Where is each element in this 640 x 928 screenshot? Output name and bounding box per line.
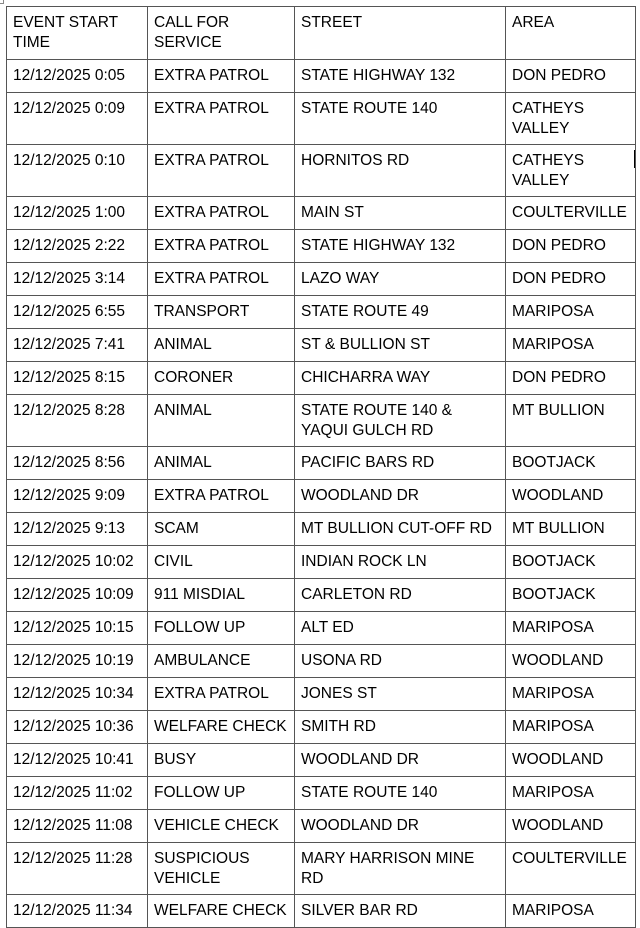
cell-street: ALT ED [295, 612, 506, 645]
cell-event-start-time: 12/12/2025 6:55 [7, 296, 148, 329]
cell-event-start-time: 12/12/2025 0:10 [7, 145, 148, 197]
table-row [7, 810, 636, 843]
table-row [7, 296, 636, 329]
cell-street: STATE ROUTE 140 [295, 93, 506, 145]
cell-street: STATE HIGHWAY 132 [295, 230, 506, 263]
table-header [7, 7, 636, 60]
cell-event-start-time: 12/12/2025 8:56 [7, 447, 148, 480]
cell-call-for-service: VEHICLE CHECK [148, 810, 295, 843]
table-row [7, 843, 636, 895]
table-row [7, 480, 636, 513]
cell-street: HORNITOS RD [295, 145, 506, 197]
header-area: AREA [506, 7, 636, 60]
table-row [7, 711, 636, 744]
table-row [7, 579, 636, 612]
table-row [7, 447, 636, 480]
text-cursor-mark [634, 150, 635, 168]
cell-area: MARIPOSA [506, 329, 636, 362]
table-row [7, 329, 636, 362]
table-row [7, 645, 636, 678]
header-call-for-service: CALL FOR SERVICE [148, 7, 295, 60]
cell-street: JONES ST [295, 678, 506, 711]
cell-event-start-time: 12/12/2025 10:34 [7, 678, 148, 711]
cell-street: STATE ROUTE 49 [295, 296, 506, 329]
cell-event-start-time: 12/12/2025 10:15 [7, 612, 148, 645]
cell-street: USONA RD [295, 645, 506, 678]
cell-street: SILVER BAR RD [295, 895, 506, 928]
cell-area: BOOTJACK [506, 447, 636, 480]
cell-street: WOODLAND DR [295, 810, 506, 843]
cell-call-for-service: WELFARE CHECK [148, 895, 295, 928]
cell-area: WOODLAND [506, 744, 636, 777]
cell-street: STATE ROUTE 140 [295, 777, 506, 810]
cell-area: WOODLAND [506, 645, 636, 678]
cell-call-for-service: CORONER [148, 362, 295, 395]
cell-area: MARIPOSA [506, 895, 636, 928]
cell-street: MAIN ST [295, 197, 506, 230]
table-row [7, 362, 636, 395]
table-body [7, 60, 636, 928]
cell-area: DON PEDRO [506, 362, 636, 395]
table-row [7, 145, 636, 197]
cell-event-start-time: 12/12/2025 9:09 [7, 480, 148, 513]
calls-table [6, 6, 636, 928]
cell-street: SMITH RD [295, 711, 506, 744]
cell-call-for-service: FOLLOW UP [148, 777, 295, 810]
table-row [7, 744, 636, 777]
cell-event-start-time: 12/12/2025 3:14 [7, 263, 148, 296]
cell-street: STATE ROUTE 140 & YAQUI GULCH RD [295, 395, 506, 447]
cell-street: PACIFIC BARS RD [295, 447, 506, 480]
cell-call-for-service: WELFARE CHECK [148, 711, 295, 744]
cell-call-for-service: AMBULANCE [148, 645, 295, 678]
header-event-start-time: EVENT START TIME [7, 7, 148, 60]
cell-event-start-time: 12/12/2025 11:08 [7, 810, 148, 843]
cell-area: DON PEDRO [506, 263, 636, 296]
table-row [7, 263, 636, 296]
cell-street: MT BULLION CUT-OFF RD [295, 513, 506, 546]
cell-area: COULTERVILLE [506, 843, 636, 895]
cell-street: LAZO WAY [295, 263, 506, 296]
cell-call-for-service: EXTRA PATROL [148, 263, 295, 296]
cell-area: MT BULLION [506, 395, 636, 447]
cell-event-start-time: 12/12/2025 11:02 [7, 777, 148, 810]
cell-street: ST & BULLION ST [295, 329, 506, 362]
cell-call-for-service: ANIMAL [148, 395, 295, 447]
table-row [7, 777, 636, 810]
cell-street: STATE HIGHWAY 132 [295, 60, 506, 93]
header-street: STREET [295, 7, 506, 60]
cell-area: DON PEDRO [506, 60, 636, 93]
cell-call-for-service: SUSPICIOUS VEHICLE [148, 843, 295, 895]
cell-street: INDIAN ROCK LN [295, 546, 506, 579]
table-row [7, 395, 636, 447]
cell-call-for-service: EXTRA PATROL [148, 678, 295, 711]
cell-area: CATHEYS VALLEY [506, 93, 636, 145]
cell-area: MARIPOSA [506, 612, 636, 645]
cell-call-for-service: EXTRA PATROL [148, 197, 295, 230]
cell-area: BOOTJACK [506, 579, 636, 612]
cell-area: CATHEYS VALLEY [506, 145, 636, 197]
cell-event-start-time: 12/12/2025 11:34 [7, 895, 148, 928]
cell-event-start-time: 12/12/2025 1:00 [7, 197, 148, 230]
cell-area: MARIPOSA [506, 711, 636, 744]
cell-call-for-service: EXTRA PATROL [148, 60, 295, 93]
cell-call-for-service: EXTRA PATROL [148, 145, 295, 197]
header-row [7, 7, 636, 60]
table-row [7, 612, 636, 645]
cell-event-start-time: 12/12/2025 10:09 [7, 579, 148, 612]
table-row [7, 895, 636, 928]
cell-call-for-service: EXTRA PATROL [148, 93, 295, 145]
cell-area: BOOTJACK [506, 546, 636, 579]
cell-area: COULTERVILLE [506, 197, 636, 230]
table-row [7, 93, 636, 145]
cell-area: MT BULLION [506, 513, 636, 546]
cell-street: CHICHARRA WAY [295, 362, 506, 395]
table-row [7, 678, 636, 711]
cell-event-start-time: 12/12/2025 8:15 [7, 362, 148, 395]
cell-area: MARIPOSA [506, 777, 636, 810]
cell-event-start-time: 12/12/2025 0:05 [7, 60, 148, 93]
cell-area: MARIPOSA [506, 296, 636, 329]
cell-call-for-service: ANIMAL [148, 447, 295, 480]
cell-event-start-time: 12/12/2025 9:13 [7, 513, 148, 546]
cell-event-start-time: 12/12/2025 10:19 [7, 645, 148, 678]
cell-call-for-service: EXTRA PATROL [148, 230, 295, 263]
cell-street: MARY HARRISON MINE RD [295, 843, 506, 895]
cell-event-start-time: 12/12/2025 0:09 [7, 93, 148, 145]
cell-street: WOODLAND DR [295, 744, 506, 777]
cell-call-for-service: SCAM [148, 513, 295, 546]
cell-call-for-service: CIVIL [148, 546, 295, 579]
cell-area: WOODLAND [506, 810, 636, 843]
cell-street: WOODLAND DR [295, 480, 506, 513]
cell-call-for-service: 911 MISDIAL [148, 579, 295, 612]
table-row [7, 197, 636, 230]
cell-event-start-time: 12/12/2025 8:28 [7, 395, 148, 447]
page-corner-mark [0, 0, 4, 4]
cell-call-for-service: ANIMAL [148, 329, 295, 362]
cell-event-start-time: 12/12/2025 7:41 [7, 329, 148, 362]
cell-event-start-time: 12/12/2025 10:36 [7, 711, 148, 744]
cell-street: CARLETON RD [295, 579, 506, 612]
table-row [7, 230, 636, 263]
table-row [7, 546, 636, 579]
cell-event-start-time: 12/12/2025 2:22 [7, 230, 148, 263]
cell-area: MARIPOSA [506, 678, 636, 711]
calls-for-service-log [6, 6, 636, 928]
cell-area: WOODLAND [506, 480, 636, 513]
cell-event-start-time: 12/12/2025 10:41 [7, 744, 148, 777]
cell-call-for-service: EXTRA PATROL [148, 480, 295, 513]
cell-call-for-service: TRANSPORT [148, 296, 295, 329]
cell-call-for-service: FOLLOW UP [148, 612, 295, 645]
cell-event-start-time: 12/12/2025 11:28 [7, 843, 148, 895]
cell-area: DON PEDRO [506, 230, 636, 263]
cell-call-for-service: BUSY [148, 744, 295, 777]
cell-event-start-time: 12/12/2025 10:02 [7, 546, 148, 579]
table-row [7, 513, 636, 546]
table-row [7, 60, 636, 93]
